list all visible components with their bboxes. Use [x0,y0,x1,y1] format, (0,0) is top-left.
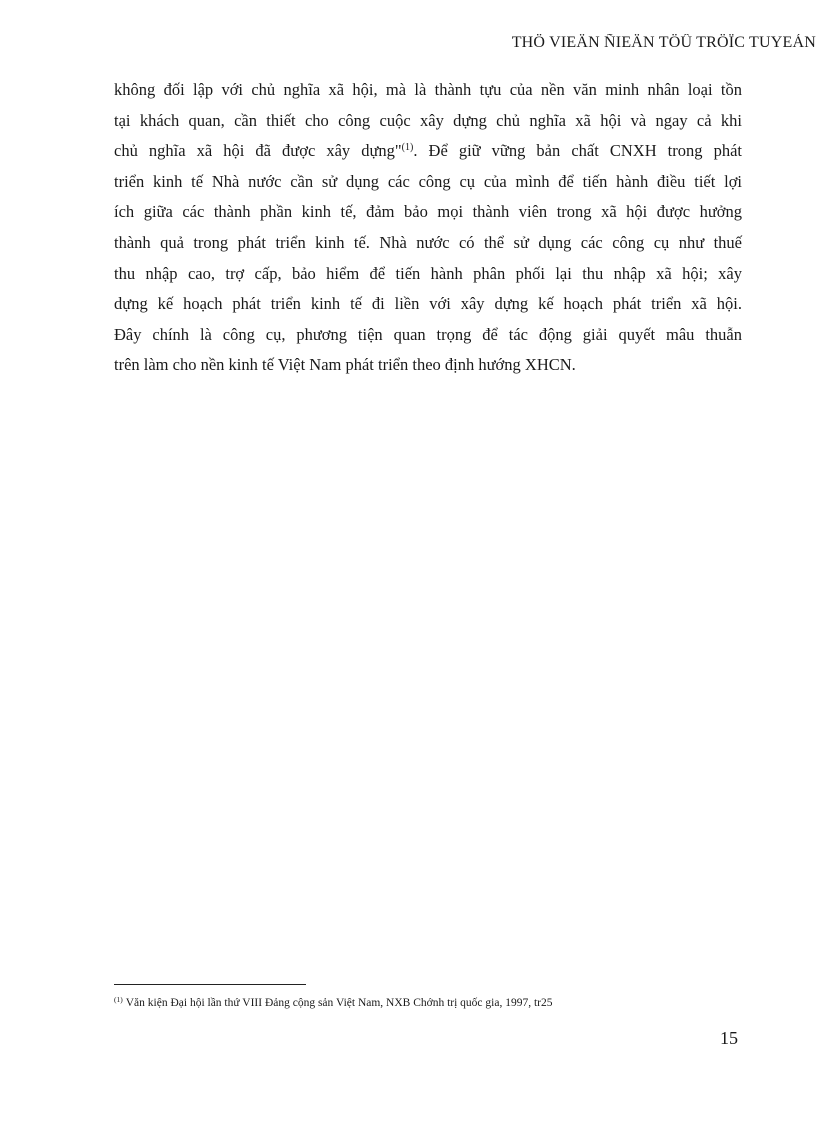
body-line-text: chủ nghĩa xã hội đã được xây dựng" [114,141,402,161]
body-line: triển kinh tế Nhà nước cần sử dụng các công cụ của mình để tiến hành điều tiết lợi [114,171,742,191]
body-line: Đây chính là công cụ, phương tiện quan trọng để tác động giải quyết mâu thuẫn [114,324,742,344]
page-number: 15 [720,1028,738,1048]
footnote-reference[interactable]: (1) [401,142,414,154]
footnote-text: Văn kiện Đại hội lần thứ VIII Đảng cộng sản Việt Nam, NXB Chớnh trị quốc gia, 1997, tr25 [125,997,553,1009]
body-line: tại khách quan, cần thiết cho công cuộc xây dựng chủ nghĩa xã hội và ngay cả khi [114,110,742,130]
body-line: thu nhập cao, trợ cấp, bảo hiểm để tiến hành phân phối lại thu nhập xã hội; xây [114,263,742,283]
footnote [114,995,754,1011]
body-line-text: . Để giữ vững bản chất CNXH trong phát [413,141,742,161]
body-line [114,136,742,167]
body-paragraph [114,75,742,381]
body-line: thành quả trong phát triển kinh tế. Nhà nước có thể sử dụng các công cụ như thuế [114,232,742,252]
footnote-divider [114,984,306,985]
body-line: ích giữa các thành phần kinh tế, đảm bảo mọi thành viên trong xã hội được hưởng [114,202,742,222]
footnote-marker: (1) [114,995,123,1004]
body-line: dựng kế hoạch phát triển kinh tế đi liền với xây dựng kế hoạch phát triển xã hội. [114,294,742,314]
body-line: không đối lập với chủ nghĩa xã hội, mà là thành tựu của nền văn minh nhân loại tồn [114,80,742,99]
running-header: THÖ VIEÄN ÑIEÄN TÖÛ TRÖÏC TUYEÁN [511,34,816,51]
body-line: trên làm cho nền kinh tế Việt Nam phát triển theo định hướng XHCN. [114,355,576,375]
